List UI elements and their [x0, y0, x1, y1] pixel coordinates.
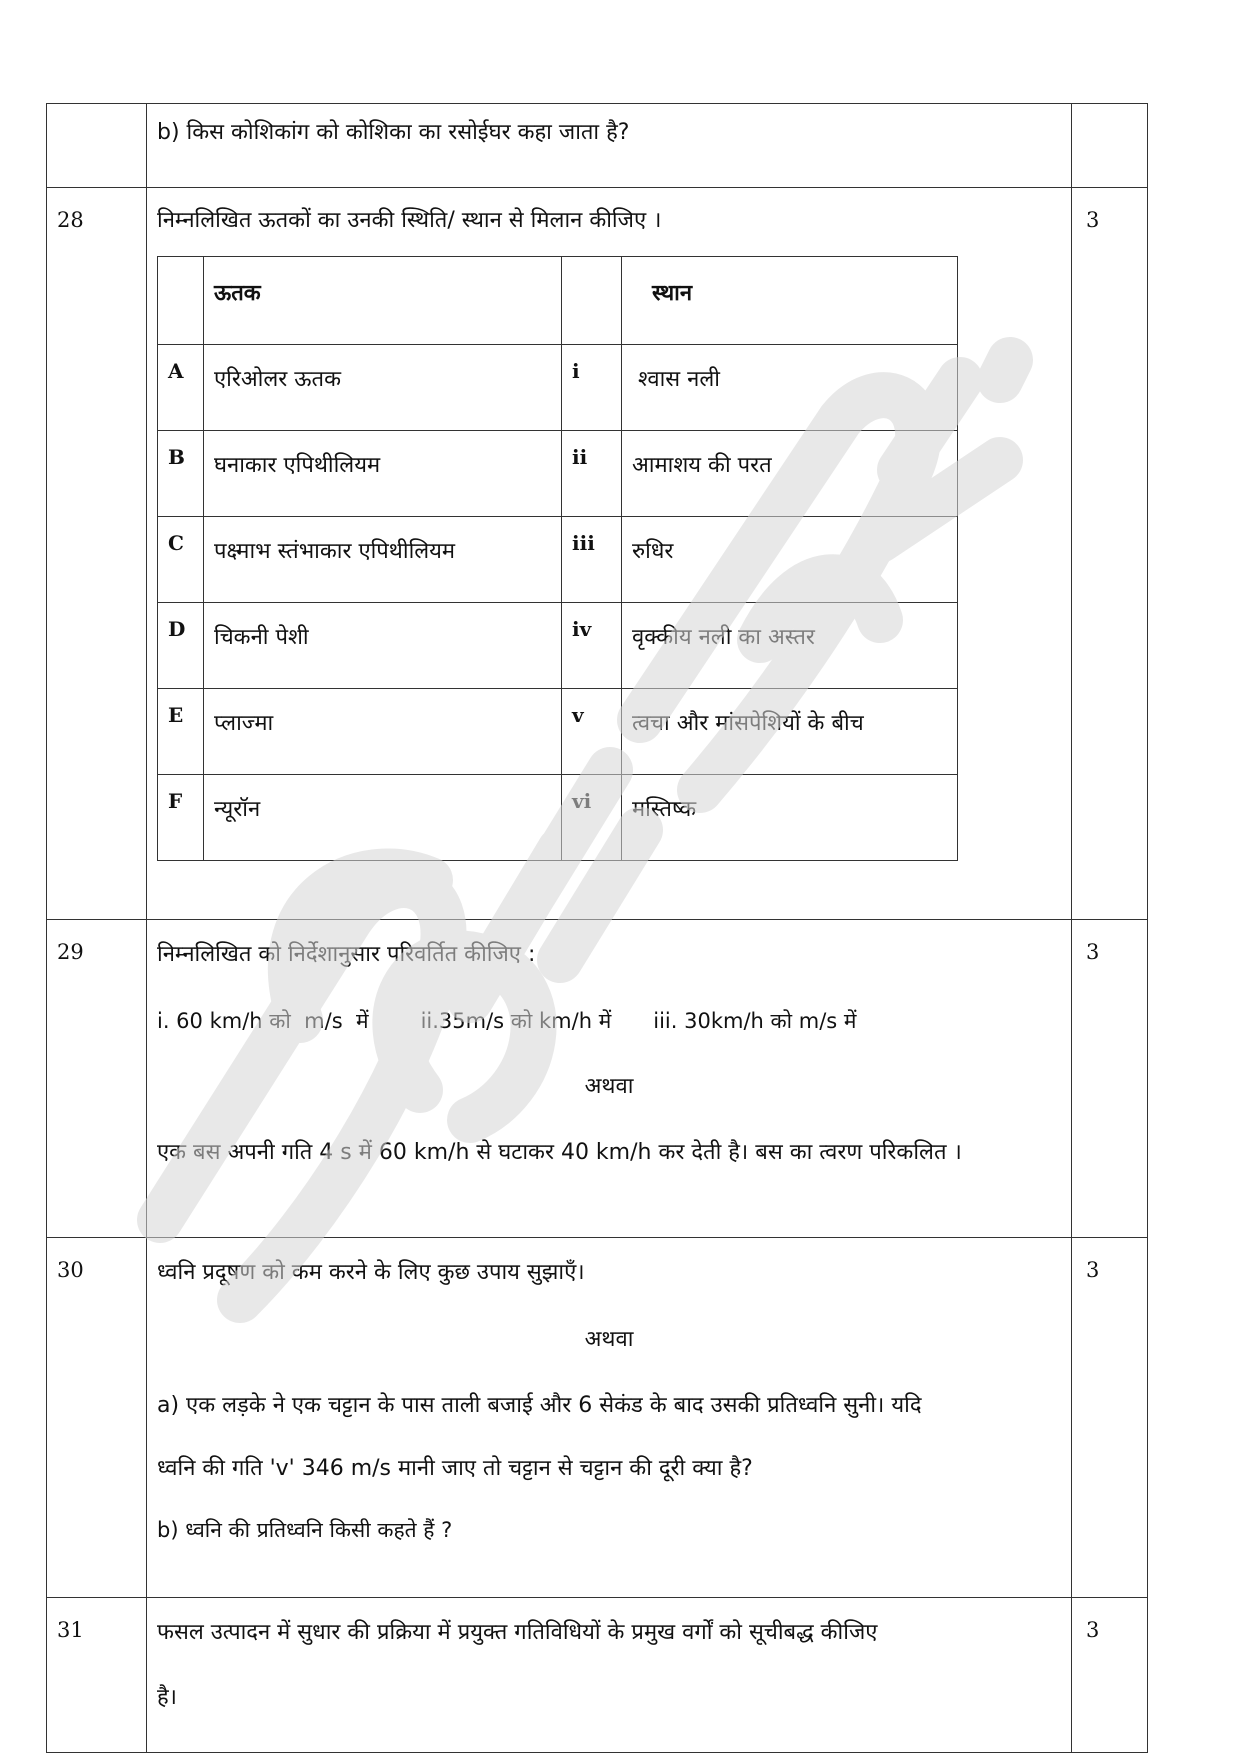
- row-letter: E: [158, 689, 204, 775]
- tissue-name: चिकनी पेशी: [204, 603, 562, 689]
- q29-parts: [157, 1009, 1061, 1034]
- q30-part-a-line1: a) एक लड़के ने एक चट्टान के पास ताली बजाई और 6 सेकंड के बाद उसकी प्रतिध्वनि सुनी। यदि: [157, 1393, 922, 1419]
- location-name: मस्तिष्क: [622, 775, 958, 861]
- location-name: आमाशय की परत: [622, 431, 958, 517]
- tissue-name: प्लाज्मा: [204, 689, 562, 775]
- tissue-name: न्यूरॉन: [204, 775, 562, 861]
- row-numeral: v: [562, 689, 622, 775]
- row-numeral: ii: [562, 431, 622, 517]
- marks: 3: [1086, 940, 1100, 965]
- row-numeral: i: [562, 345, 622, 431]
- location-name: रुधिर: [622, 517, 958, 603]
- row-q28: [47, 188, 1148, 920]
- question-number: 28: [57, 208, 84, 232]
- q29-or: अथवा: [584, 1073, 634, 1099]
- location-name: त्वचा और मांसपेशियों के बीच: [622, 689, 958, 775]
- q29-part-1: i. 60 km/h को m/s में: [157, 1008, 369, 1033]
- row-numeral: iii: [562, 517, 622, 603]
- match-row: [158, 431, 958, 517]
- q28-question: निम्नलिखित ऊतकों का उनकी स्थिति/ स्थान से मिलान कीजिए ।: [157, 208, 662, 233]
- marks: 3: [1086, 1618, 1100, 1643]
- row-letter: F: [158, 775, 204, 861]
- location-name: वृक्कीय नली का अस्तर: [622, 603, 958, 689]
- q29-part-2: ii.35m/s को km/h में: [420, 1008, 612, 1033]
- row-q30: [47, 1238, 1148, 1598]
- q31-line1: फसल उत्पादन में सुधार की प्रक्रिया में प्रयुक्त गतिविधियों के प्रमुख वर्गों को सूचीबद्ध कीजिए: [157, 1620, 878, 1646]
- location-name: श्वास नली: [622, 345, 958, 431]
- row-letter: C: [158, 517, 204, 603]
- question-number: 30: [57, 1258, 84, 1283]
- tissue-name: एरिओलर ऊतक: [204, 345, 562, 431]
- q29-part-3: iii. 30km/h को m/s में: [653, 1008, 857, 1033]
- q29-alt-question: एक बस अपनी गति 4 s में 60 km/h से घटाकर 40 km/h कर देती है। बस का त्वरण परिकलित ।: [157, 1140, 962, 1166]
- row-numeral: iv: [562, 603, 622, 689]
- match-row: [158, 517, 958, 603]
- match-table: [157, 256, 958, 861]
- match-header-row: [158, 257, 958, 345]
- row-q29: [47, 920, 1148, 1238]
- question-number: 29: [57, 940, 84, 965]
- match-row: [158, 775, 958, 861]
- q31-line2: है।: [157, 1684, 178, 1710]
- q30-question: ध्वनि प्रदूषण को कम करने के लिए कुछ उपाय सुझाएँ।: [157, 1260, 585, 1286]
- row-q27b: [47, 104, 1148, 188]
- q30-or: अथवा: [584, 1326, 634, 1352]
- q30-part-b: b) ध्वनि की प्रतिध्वनि किसी कहते हैं ?: [157, 1517, 453, 1542]
- header-tissue: ऊतक: [204, 257, 562, 345]
- qnum-cell: [47, 104, 147, 188]
- question-number: 31: [57, 1618, 84, 1643]
- match-row: [158, 603, 958, 689]
- row-letter: B: [158, 431, 204, 517]
- q29-question: निम्नलिखित को निर्देशानुसार परिवर्तित कीजिए :: [157, 942, 536, 968]
- header-location: स्थान: [622, 257, 958, 345]
- q27b-text: b) किस कोशिकांग को कोशिका का रसोईघर कहा जाता है?: [157, 120, 630, 145]
- marks: 3: [1086, 1258, 1100, 1283]
- tissue-name: घनाकार एपिथीलियम: [204, 431, 562, 517]
- row-letter: A: [158, 345, 204, 431]
- match-row: [158, 689, 958, 775]
- row-q31: [47, 1598, 1148, 1753]
- q30-part-a-line2: ध्वनि की गति 'v' 346 m/s मानी जाए तो चट्टान से चट्टान की दूरी क्या है?: [157, 1455, 753, 1481]
- marks: 3: [1086, 208, 1100, 232]
- question-cell: [147, 104, 1072, 188]
- marks-cell: [1072, 104, 1148, 188]
- tissue-name: पक्ष्माभ स्तंभाकार एपिथीलियम: [204, 517, 562, 603]
- row-letter: D: [158, 603, 204, 689]
- row-numeral: vi: [562, 775, 622, 861]
- question-table: [46, 103, 1148, 1753]
- match-row: [158, 345, 958, 431]
